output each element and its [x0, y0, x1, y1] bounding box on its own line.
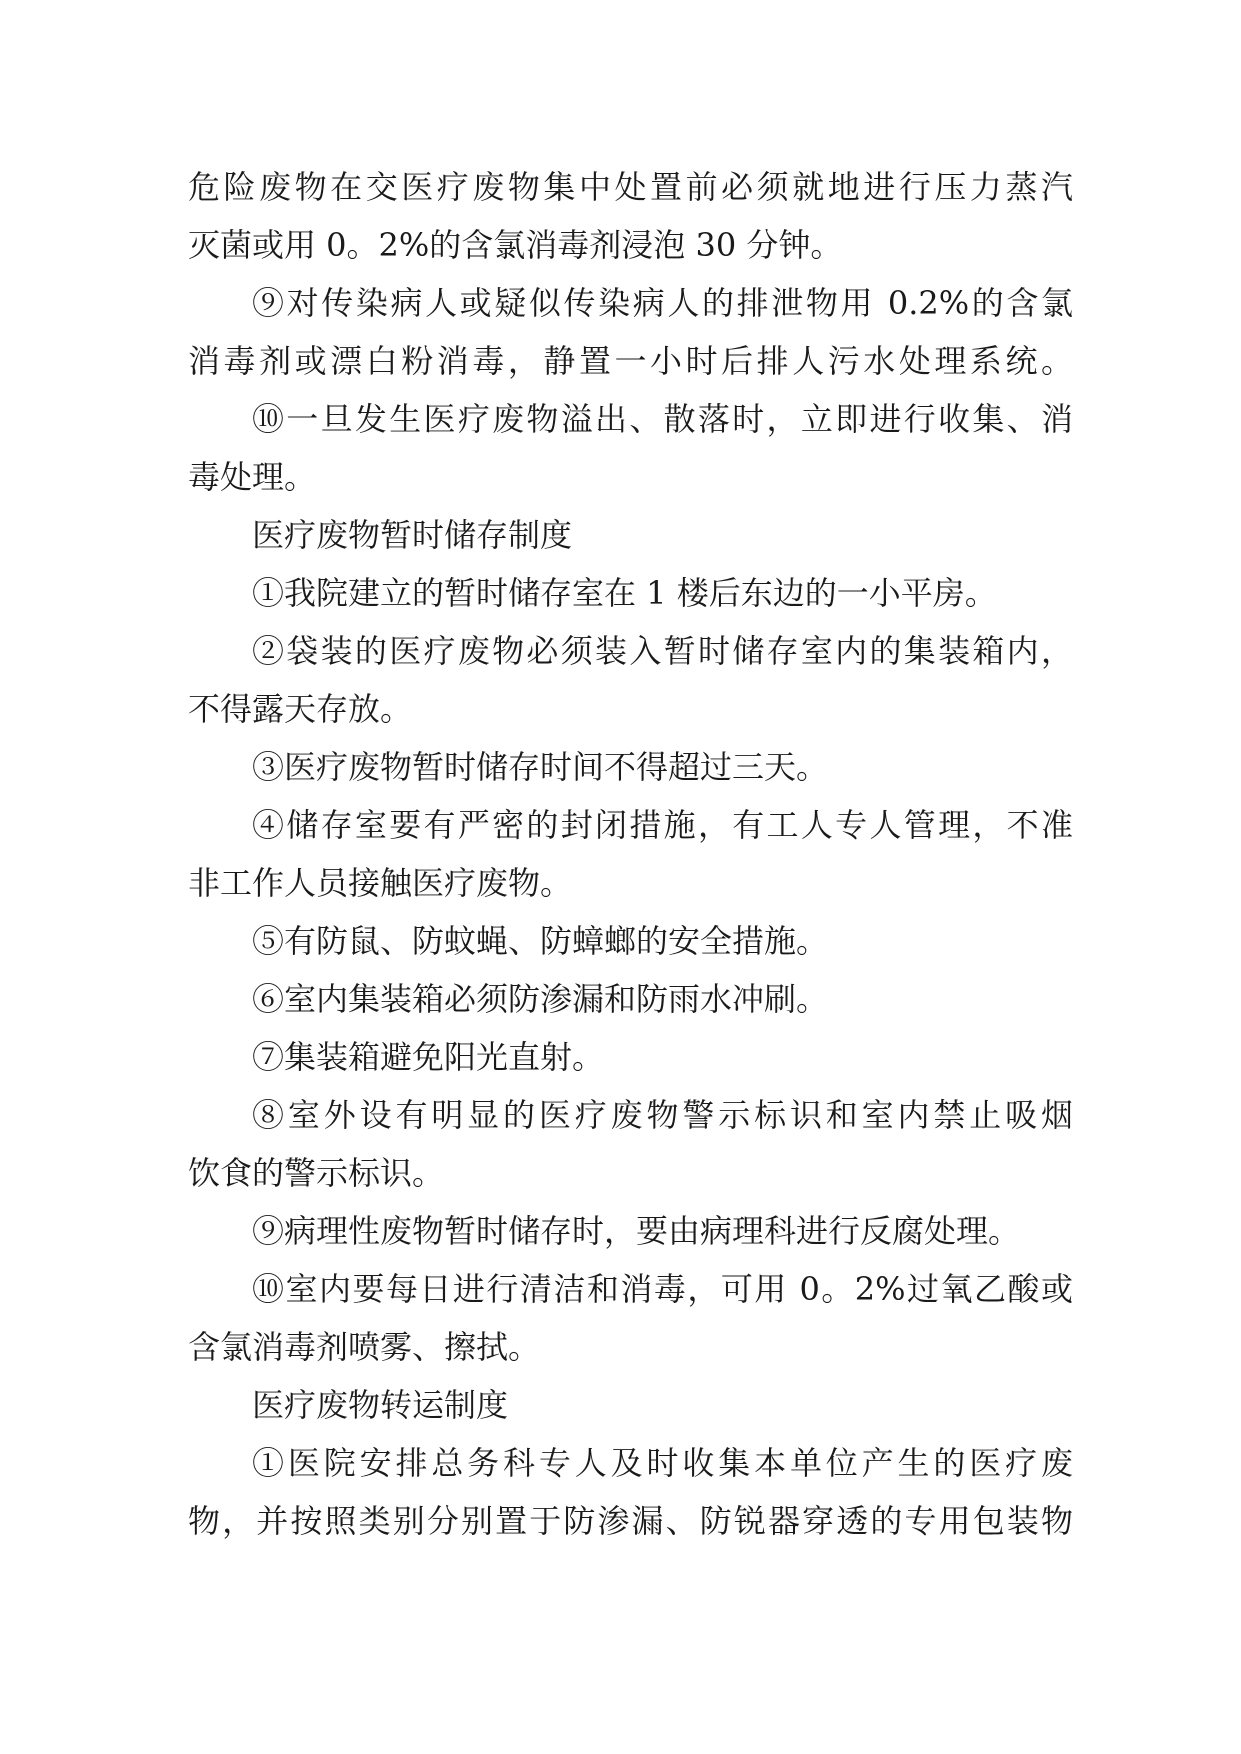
text-line: ⑩室内要每日进行清洁和消毒，可用 0。2%过氧乙酸或: [252, 1270, 1073, 1308]
text-line: ⑨对传染病人或疑似传染病人的排泄物用 0.2%的含氯: [252, 284, 1073, 322]
text-line: ⑤有防鼠、防蚊蝇、防蟑螂的安全措施。: [252, 922, 829, 960]
text-line: ②袋装的医疗废物必须装入暂时储存室内的集装箱内，: [252, 632, 1073, 670]
text-line: 饮食的警示标识。: [188, 1154, 445, 1192]
text-line: 不得露天存放。: [188, 690, 413, 728]
text-line: 毒处理。: [188, 458, 317, 496]
text-line: 消毒剂或漂白粉消毒，静置一小时后排人污水处理系统。: [188, 342, 1073, 380]
text-line: ⑥室内集装箱必须防渗漏和防雨水冲刷。: [252, 980, 829, 1018]
text-line: ⑨病理性废物暂时储存时，要由病理科进行反腐处理。: [252, 1212, 1021, 1250]
text-line: ④储存室要有严密的封闭措施，有工人专人管理，不准: [252, 806, 1073, 844]
text-line: 灭菌或用 0。2%的含氯消毒剂浸泡 30 分钟。: [188, 226, 843, 264]
text-line: ⑦集装箱避免阳光直射。: [252, 1038, 605, 1076]
text-line: 危险废物在交医疗废物集中处置前必须就地进行压力蒸汽: [188, 168, 1073, 206]
section-heading: 医疗废物暂时储存制度: [252, 516, 573, 554]
text-line: ⑩一旦发生医疗废物溢出、散落时，立即进行收集、消: [252, 400, 1073, 438]
text-line: ③医疗废物暂时储存时间不得超过三天。: [252, 748, 829, 786]
text-line: ①医院安排总务科专人及时收集本单位产生的医疗废: [252, 1444, 1073, 1482]
section-heading: 医疗废物转运制度: [252, 1386, 509, 1424]
text-line: ⑧室外设有明显的医疗废物警示标识和室内禁止吸烟: [252, 1096, 1073, 1134]
text-line: 非工作人员接触医疗废物。: [188, 864, 573, 902]
text-line: 含氯消毒剂喷雾、擦拭。: [188, 1328, 541, 1366]
text-line: 物，并按照类别分别置于防渗漏、防锐器穿透的专用包装物: [188, 1502, 1073, 1540]
text-line: ①我院建立的暂时储存室在 1 楼后东边的一小平房。: [252, 574, 997, 612]
